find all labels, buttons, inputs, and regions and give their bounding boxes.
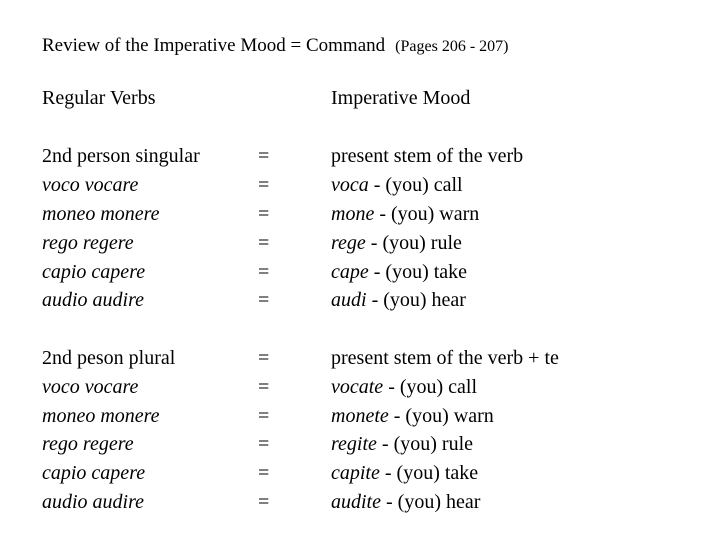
plural-row	[0, 488, 720, 517]
imperative-form: monete	[331, 405, 389, 427]
equals-sign: =	[258, 491, 270, 513]
plural-header-row	[0, 344, 720, 373]
equals-sign: =	[258, 203, 270, 225]
equals-sign: =	[258, 462, 270, 484]
imperative-form: voca	[331, 174, 369, 196]
imperative-meaning: - (you) rule	[365, 232, 462, 254]
verb-principal-parts: audio audire	[42, 289, 145, 311]
imperative-form: regite	[331, 433, 377, 455]
plural-label: 2nd peson plural	[42, 347, 176, 369]
header-imperative-mood: Imperative Mood	[331, 87, 471, 109]
equals-sign: =	[258, 376, 270, 398]
imperative-meaning: - (you) call	[383, 376, 478, 398]
singular-row	[0, 229, 720, 258]
singular-row	[0, 200, 720, 229]
imperative-meaning: - (you) hear	[366, 289, 466, 311]
equals-sign: =	[258, 261, 270, 283]
equals-sign: =	[258, 405, 270, 427]
imperative-meaning: - (you) take	[368, 261, 468, 283]
plural-rule: present stem of the verb + te	[331, 347, 559, 369]
imperative-meaning: - (you) warn	[388, 405, 494, 427]
verb-principal-parts: moneo monere	[42, 203, 160, 225]
singular-label: 2nd person singular	[42, 145, 200, 167]
page-title	[42, 35, 508, 57]
equals-sign: =	[258, 289, 270, 311]
imperative-form: audite	[331, 491, 381, 513]
verb-principal-parts: audio audire	[42, 491, 145, 513]
equals-sign: =	[258, 232, 270, 254]
equals-sign: =	[258, 174, 270, 196]
title-main: Review of the Imperative Mood = Command	[42, 35, 386, 56]
singular-row	[0, 171, 720, 200]
verb-principal-parts: rego regere	[42, 232, 134, 254]
verb-principal-parts: rego regere	[42, 433, 134, 455]
imperative-meaning: - (you) hear	[381, 491, 481, 513]
imperative-form: capite	[331, 462, 380, 484]
plural-row	[0, 459, 720, 488]
plural-row	[0, 373, 720, 402]
singular-rule: present stem of the verb	[331, 145, 524, 167]
equals-sign: =	[258, 145, 270, 167]
imperative-form: audi	[331, 289, 367, 311]
singular-row	[0, 258, 720, 287]
imperative-meaning: - (you) take	[379, 462, 479, 484]
imperative-meaning: - (you) call	[368, 174, 463, 196]
imperative-form: vocate	[331, 376, 384, 398]
equals-sign: =	[258, 433, 270, 455]
verb-principal-parts: moneo monere	[42, 405, 160, 427]
title-pages: (Pages 206 - 207)	[395, 38, 509, 55]
imperative-form: cape	[331, 261, 369, 283]
imperative-meaning: - (you) rule	[376, 433, 473, 455]
verb-principal-parts: capio capere	[42, 261, 146, 283]
imperative-form: mone	[331, 203, 375, 225]
verb-principal-parts: voco vocare	[42, 174, 139, 196]
imperative-meaning: - (you) warn	[374, 203, 480, 225]
singular-header-row	[0, 142, 720, 171]
imperative-form: rege	[331, 232, 366, 254]
plural-row	[0, 402, 720, 431]
plural-row	[0, 430, 720, 459]
singular-row	[0, 286, 720, 315]
header-regular-verbs: Regular Verbs	[42, 87, 156, 109]
equals-sign: =	[258, 347, 270, 369]
verb-principal-parts: voco vocare	[42, 376, 139, 398]
verb-principal-parts: capio capere	[42, 462, 146, 484]
